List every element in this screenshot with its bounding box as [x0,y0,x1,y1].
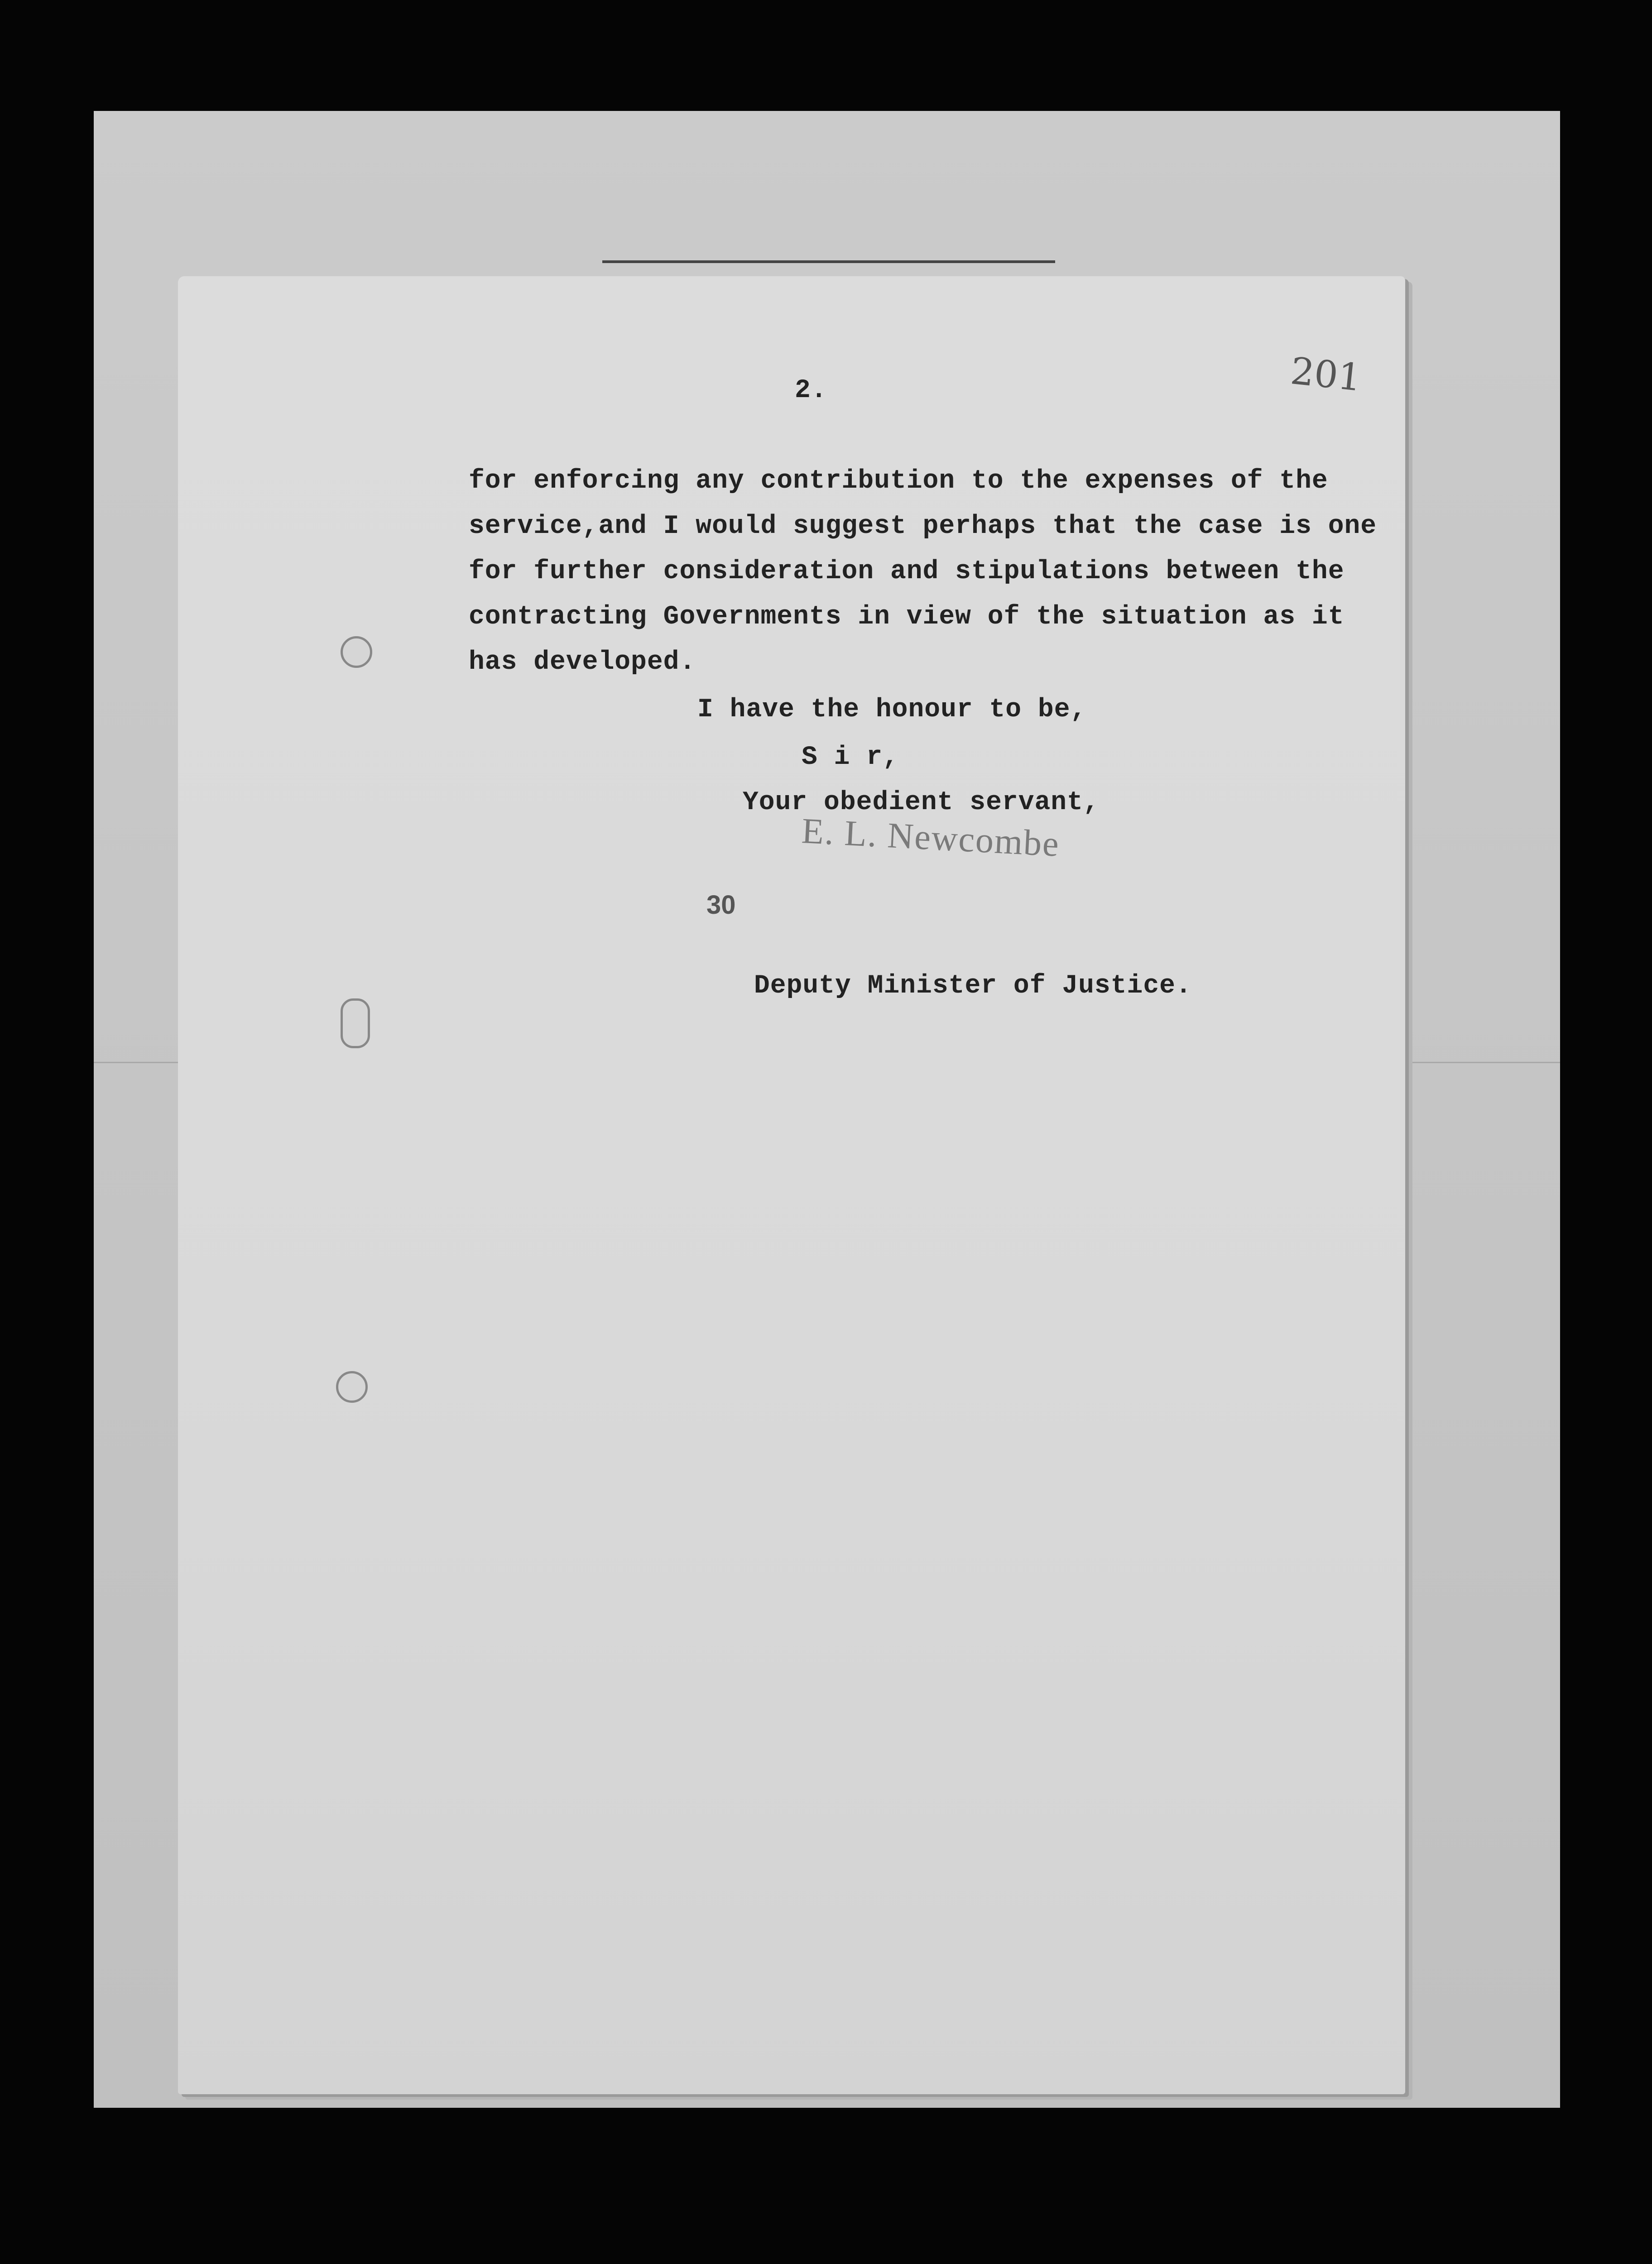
signatory-title: Deputy Minister of Justice. [754,971,1192,1001]
punch-hole-bottom [336,1371,368,1403]
body-line-1: for enforcing any contribution to the expenses of the [469,466,1328,496]
body-line-5: has developed. [469,648,696,677]
closing-line-2: S i r, [802,743,899,772]
closing-line-3: Your obedient servant, [743,788,1100,817]
signature-stamp: E. L. Newcombe [801,811,1061,864]
letter-page [178,276,1405,2094]
body-line-2: service,and I would suggest perhaps that the case is one [469,512,1377,541]
closing-line-1: I have the honour to be, [697,695,1087,724]
punch-hole-top [341,636,372,668]
page-number: 2. [795,376,827,405]
stamp-number: 30 [706,890,736,920]
body-line-4: contracting Governments in view of the situation as it [469,602,1345,632]
body-line-3: for further consideration and stipulations between the [469,557,1345,586]
punch-hole-middle [341,998,370,1048]
page-edge-line [602,260,1055,263]
folio-number: 201 [1288,350,1364,400]
